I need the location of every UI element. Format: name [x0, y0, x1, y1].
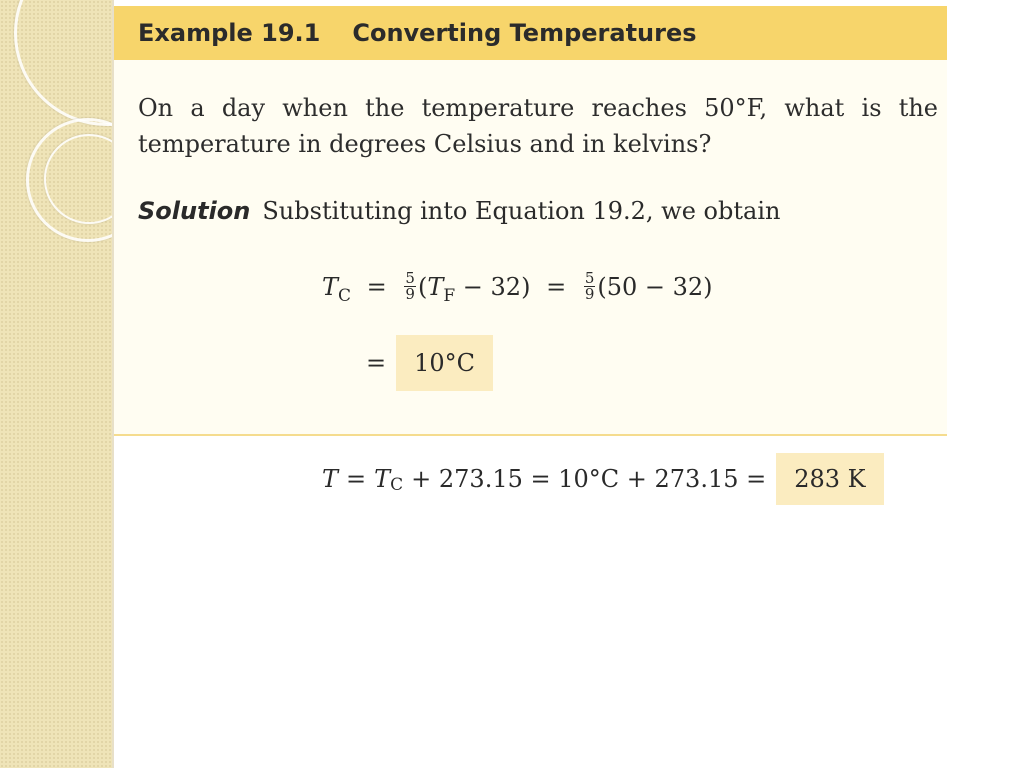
tc-subscript: C [338, 286, 352, 306]
tc-variable: T [322, 273, 339, 301]
tc-variable: T [374, 465, 391, 493]
fraction-denominator: 9 [405, 285, 415, 303]
equation-celsius-result [366, 335, 493, 391]
fraction-numerator: 5 [584, 269, 595, 287]
equals-sign: = [366, 273, 387, 301]
tf-variable: T [427, 273, 444, 301]
example-title: Converting Temperatures [352, 19, 697, 47]
t-variable: T [322, 465, 339, 493]
celsius-answer-box: 10°C [396, 335, 493, 391]
tc-subscript: C [390, 475, 404, 495]
solution-label: Solution [138, 197, 251, 225]
solution-line [138, 197, 780, 225]
kelvin-answer-box: 283 K [776, 453, 883, 505]
fraction-denominator: 9 [584, 285, 595, 303]
decorative-ring-icon [14, 0, 112, 126]
solution-intro: Substituting into Equation 19.2, we obtain [262, 197, 781, 225]
equation-kelvin-conversion [322, 453, 884, 505]
example-header [114, 6, 947, 60]
problem-statement: On a day when the temperature reaches 50°F, what is the temperature in degrees Celsius and in kelvins? [138, 94, 938, 158]
substituted-values: (50 − 32) [597, 273, 713, 301]
example-body [114, 60, 947, 436]
fraction-five-ninths [404, 271, 416, 302]
equals-sign: = [546, 273, 567, 301]
equals-sign: = [346, 465, 367, 493]
tf-subscript: F [443, 286, 456, 306]
decorative-side-panel [0, 0, 112, 768]
paren-remainder: − 32) [462, 273, 531, 301]
example-number: Example 19.1 [138, 19, 321, 47]
kelvin-expression: + 273.15 = 10°C + 273.15 = [411, 465, 767, 493]
fraction-numerator: 5 [405, 269, 415, 287]
equation-celsius-conversion: $T_C$ = $\frac{5}{9}$ $(T_F - 32)$ = $\frac{5}{9}$ (50 − 32) [322, 269, 713, 306]
equals-sign: = [366, 349, 387, 377]
fraction-five-ninths [584, 271, 596, 302]
